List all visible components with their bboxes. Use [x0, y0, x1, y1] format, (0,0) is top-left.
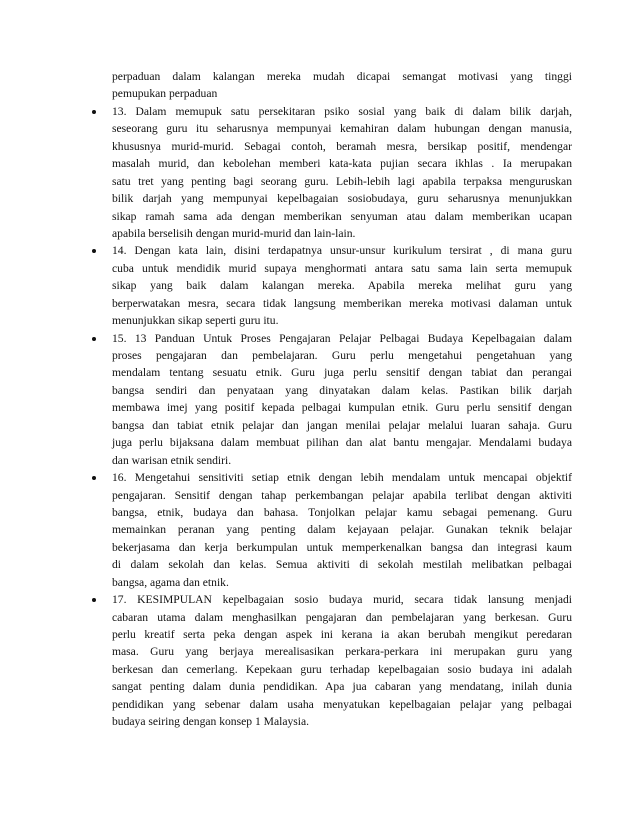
text-line: satu tret yang penting bagi seorang guru. Lebih-lebih lagi apabila terpaksa menguruskan [112, 174, 572, 188]
list-item [112, 591, 572, 731]
text-line: 14. Dengan kata lain, disini terdapatnya unsur-unsur kurikulum tersirat , di mana guru [112, 244, 572, 258]
bullet-icon [92, 469, 100, 486]
text-line: bangsa sendiri dan penyataan yang dinyatakan dalam kelas. Pastikan bilik darjah [112, 383, 572, 397]
document-body [112, 68, 572, 731]
text-line: 17. KESIMPULAN kepelbagaian sosio budaya murid, secara tidak lansung menjadi [112, 593, 572, 607]
text-line: sikap ramah sama ada dengan memberikan senyuman atau dalam memberikan ucapan [112, 209, 572, 223]
text-line: apabila berselisih dengan murid-murid dan lain-lain. [112, 226, 356, 240]
text-line: cuba untuk mendidik murid supaya menghormati antara satu sama lain serta memupuk [112, 261, 572, 275]
text-line: seseorang guru itu seharusnya mempunyai kemahiran dalam hubungan dengan manusia, [112, 122, 572, 136]
list-item [112, 330, 572, 470]
bullet-list [112, 103, 572, 731]
text-line: 13. Dalam memupuk satu persekitaran psiko sosial yang baik di dalam bilik darjah, [112, 104, 572, 118]
text-line: bekerjasama dan kerja berkumpulan untuk memperkenalkan bangsa dan integrasi kaum [112, 540, 572, 554]
text-line: 15. 13 Panduan Untuk Proses Pengajaran Pelajar Pelbagai Budaya Kepelbagaian dalam [112, 331, 572, 345]
text-line: proses pengajaran dan pembelajaran. Guru perlu mengetahui pengetahuan yang [112, 349, 572, 362]
text-line: di dalam sekolah dan kelas. Semua aktiviti di sekolah mestilah melibatkan pelbagai [112, 558, 572, 572]
text-line: perlu kreatif serta peka dengan aspek ini kerana ia akan berubah mengikut peredaran [112, 628, 572, 641]
text-line: masa. Guru yang berjaya merealisasikan perkara-perkara ini merupakan guru yang [112, 645, 572, 659]
text-line: memainkan peranan yang penting dalam kejayaan pelajar. Gunakan teknik belajar [112, 523, 572, 537]
text-line: bangsa dan tabiat etnik pelajar dan jangan menilai pelajar melalui luaran sahaja. Guru [112, 418, 572, 432]
bullet-icon [92, 330, 100, 347]
bullet-icon [92, 242, 100, 259]
text-line: khususnya murid-murid. Sebagai contoh, beramah mesra, bersikap positif, mendengar [112, 139, 572, 153]
bullet-icon [92, 591, 100, 608]
text-line: dan warisan etnik sendiri. [112, 453, 232, 467]
text-line: berperwatakan mesra, secara tidak langsung memberikan mereka motivasi dalaman untuk [112, 296, 572, 310]
text-line: cabaran utama dalam menghasilkan pengajaran dan pembelajaran yang berkesan. Guru [112, 610, 572, 624]
text-line: bilik darjah yang mempunyai kepelbagaian sosiobudaya, guru seharusnya menunjukkan [112, 192, 572, 206]
text-line: juga perlu bijaksana dalam membuat pilihan dan alat bantu mengajar. Mendalami budaya [112, 436, 572, 450]
text-line: bangsa, etnik, budaya dan bahasa. Tonjolkan pelajar kamu sebagai pemenang. Guru [112, 505, 572, 519]
text-line: sikap yang baik dalam kalangan mereka. Apabila mereka melihat guru yang [112, 279, 572, 293]
text-line: perpaduan dalam kalangan mereka mudah dicapai semangat motivasi yang tinggi [112, 70, 572, 83]
bullet-icon [92, 103, 100, 120]
text-line: membawa imej yang positif kepada pelbagai kumpulan etnik. Guru perlu sensitif dengan [112, 401, 572, 415]
text-line: menunjukkan sikap seperti guru itu. [112, 314, 279, 328]
text-line: masalah murid, dan kebolehan memberi kata-kata pujian secara ikhlas . Ia merupakan [112, 157, 572, 171]
text-line: mendalam tentang sesuatu etnik. Guru juga perlu sensitif dengan tabiat dan perangai [112, 366, 572, 380]
text-line: pengajaran. Sensitif dengan tahap perkembangan pelajar apabila terlibat dengan aktiviti [112, 488, 572, 502]
text-line: berkesan dan cemerlang. Kepekaan guru terhadap kepelbagaian sosio budaya ini adalah [112, 662, 572, 676]
text-line: 16. Mengetahui sensitiviti setiap etnik dengan lebih mendalam untuk mencapai objektif [112, 471, 572, 485]
text-line: bangsa, agama dan etnik. [112, 575, 229, 589]
list-item [112, 469, 572, 591]
text-line: sangat penting dalam dunia pendidikan. Apa jua cabaran yang mendatang, inilah dunia [112, 680, 572, 694]
text-line: pendidikan yang sebenar dalam usaha menyatukan kepelbagaian pelajar yang pelbagai [112, 697, 572, 711]
text-line: pemupukan perpaduan [112, 87, 218, 101]
list-item [112, 242, 572, 329]
continuation-paragraph [112, 68, 572, 103]
text-line: budaya seiring dengan konsep 1 Malaysia. [112, 715, 310, 729]
list-item [112, 103, 572, 243]
